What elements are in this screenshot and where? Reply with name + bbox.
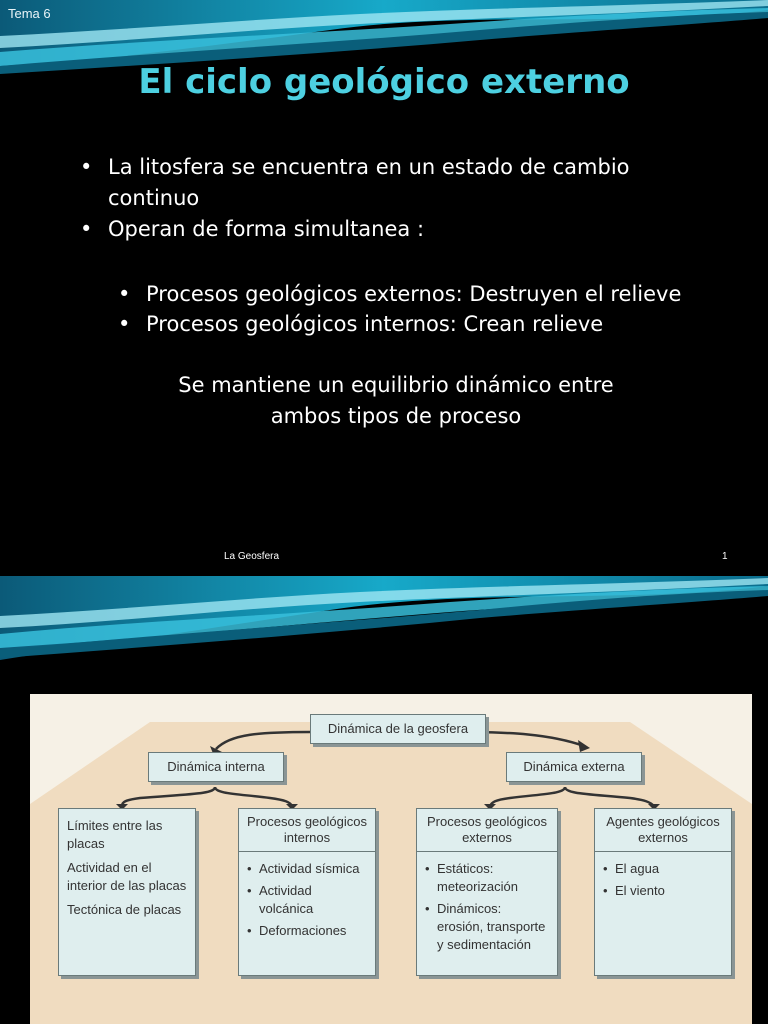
internal-dynamics-label: Dinámica interna: [167, 759, 265, 774]
slide-number: 1: [722, 551, 728, 562]
list-item: [603, 860, 723, 878]
external-processes-header: Procesos geológicos externos: [417, 809, 557, 852]
conclusion-text: [100, 370, 692, 432]
sub-bullet-text: Procesos geológicos externos: Destruyen el relieve: [146, 282, 682, 306]
bullet-dot: •: [247, 923, 252, 938]
list-item-text: El agua: [615, 861, 660, 876]
topic-label: Tema 6: [8, 6, 51, 21]
internal-processes-box: [238, 808, 376, 976]
external-processes-box: [416, 808, 558, 976]
list-item: [603, 882, 723, 900]
footer-label: La Geosfera: [224, 551, 280, 562]
sub-bullet-item: [118, 279, 738, 309]
root-label: Dinámica de la geosfera: [327, 721, 469, 736]
list-item-text: El viento: [615, 883, 665, 898]
root-box: [310, 714, 486, 744]
plate-limits-item: Límites entre las placas: [67, 818, 163, 851]
conclusion-line-2: ambos tipos de proceso: [270, 404, 522, 428]
bullet-text: La litosfera se encuentra en un estado de cambio continuo: [108, 155, 630, 210]
bullet-dot: •: [247, 861, 252, 876]
external-agents-header: Agentes geológicos externos: [595, 809, 731, 852]
bullet-item: [80, 152, 720, 214]
bullet-dot: •: [80, 217, 93, 241]
plate-limits-item: Tectónica de placas: [67, 902, 182, 917]
bullet-dot: •: [425, 901, 430, 916]
bullet-dot: •: [80, 155, 93, 179]
bullet-dot: •: [603, 861, 608, 876]
slide-title: El ciclo geológico externo: [138, 62, 630, 102]
bullet-text: Operan de forma simultanea :: [108, 217, 425, 241]
list-item-text: Dinámicos: erosión, transporte y sedimentación: [437, 901, 546, 952]
header-wave-decoration: [0, 576, 768, 666]
list-item: [247, 860, 367, 878]
bullet-dot: •: [603, 883, 608, 898]
list-item-text: Actividad volcánica: [259, 883, 314, 916]
bullet-item: [80, 214, 720, 245]
external-agents-box: [594, 808, 732, 976]
bullet-dot: •: [118, 282, 131, 306]
sub-bullet-list: [118, 279, 738, 339]
bullet-dot: •: [247, 883, 252, 898]
conclusion-line-1: Se mantiene un equilibrio dinámico entre: [178, 373, 614, 397]
plate-limits-item: Actividad en el interior de las placas: [67, 860, 187, 893]
list-item-text: Estáticos: meteorización: [437, 861, 518, 894]
list-item-text: Deformaciones: [259, 923, 347, 938]
bullet-list: [80, 152, 720, 245]
internal-processes-header: Procesos geológicos internos: [239, 809, 375, 852]
slide-2: [0, 576, 768, 1024]
plate-limits-box: [58, 808, 196, 976]
geosphere-dynamics-diagram: [30, 694, 752, 1024]
bullet-dot: •: [425, 861, 430, 876]
list-item-text: Actividad sísmica: [259, 861, 360, 876]
sub-bullet-item: [118, 309, 738, 339]
external-dynamics-box: [506, 752, 642, 782]
external-dynamics-label: Dinámica externa: [523, 759, 625, 774]
bullet-dot: •: [118, 312, 131, 336]
list-item: [425, 900, 549, 954]
list-item: [247, 882, 367, 918]
list-item: [247, 922, 367, 940]
list-item: [425, 860, 549, 896]
sub-bullet-text: Procesos geológicos internos: Crean relieve: [146, 312, 604, 336]
internal-dynamics-box: [148, 752, 284, 782]
